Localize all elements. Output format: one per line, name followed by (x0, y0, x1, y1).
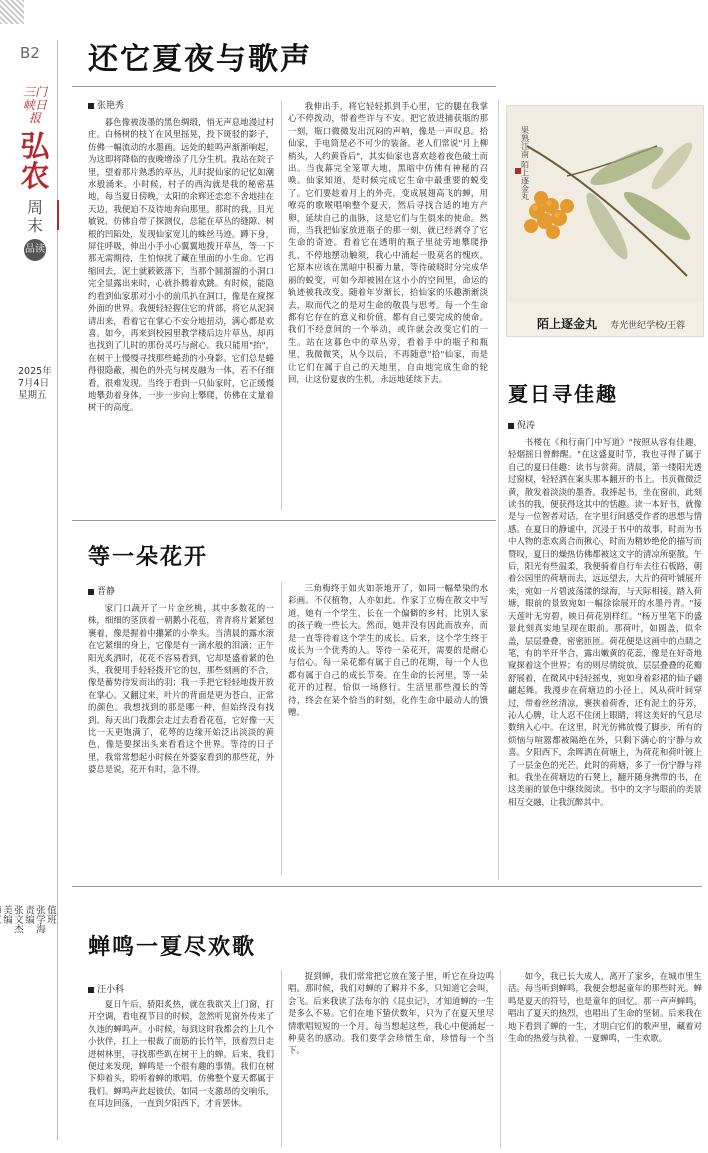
article3-byline (88, 584, 115, 597)
date-weekday: 星期五 (18, 390, 47, 401)
painting-caption (537, 313, 685, 332)
painting (506, 105, 704, 337)
article3-title: 等一朵花开 (88, 545, 209, 570)
column-divider (281, 100, 282, 510)
credit-name: 张文杰 (12, 905, 23, 934)
left-rail (0, 0, 58, 1153)
article1-byline (88, 98, 124, 111)
article2-title: 夏日寻佳趣 (508, 382, 618, 406)
article4-column-3 (508, 970, 702, 1148)
painting-title: 陌上逐金丸 (537, 317, 598, 331)
painting-inscription: 果熟江南 陌上逐金丸 (520, 126, 530, 201)
paragraph: 书楼在《和行南门中写道》"按照从容有佳趣，轻烟摇日曾醉醒。"在这盛夏时节，我也寻得了属于自己的夏日佳趣：读书与赏荷。清晨，第一缕阳光透过窗棂，轻轻洒在案头那本翻开的书上。书页微微泛黄，散发着淡淡的墨香。我捧起书，坐在窗前，此刻读书的我，便获得这其中的恬趣。读一本好书，就像是与一位智者对话，在字里行间感受作者的思想与情感。在夏日的静谧中，沉浸于书中的故事，时而为书中人物的悲欢离合而揪心，时而为精妙绝伦的描写而赞叹，夏日的燥热仿佛都被这文字的清凉所驱散。午后，阳光有些温柔，我便骑着自行车去往石板路，朝着公园里的荷塘而去，远远望去，大片的荷叶铺展开来，宛如一片碧波荡漾的绿海，与天际相接。踏入荷塘，眼前的景致宛如一幅徐徐展开的水墨丹青。"接天莲叶无穷碧，映日荷花别样红。"杨万里笔下的盛景此刻真实地呈现在眼前。那荷叶，如圆盖，似伞盖，层层叠叠，密密匝匝。荷花便是这画中的点睛之笔，有的半开半合，露出嫩黄的花蕊，像是在好奇地窥探着这个世界；有的则尽情绽放，层层叠叠的花瓣舒展着，在微风中轻轻摇曳，宛如身着彩裙的仙子翩翩起舞。我漫步在荷塘边的小径上，风从荷叶间穿过，带着丝丝清凉，裹挟着荷香，还有泥土的芬芳，沁人心脾，让人忍不住闭上眼睛，将这美好的气息尽数纳入心中。在这里，时光仿佛放慢了脚步，所有的烦恼与喧嚣都被隔绝在外，只剩下满心的宁静与欢喜。夕阳西下，余晖洒在荷塘上，为荷花和荷叶镀上了一层金色的光芒。此时的荷塘，多了一份宁静与祥和。我坐在荷塘边的石凳上，翻开随身携带的书，在这美丽的景色中继续阅读。书中的文字与眼前的美景相互交融，让我沉醉其中。 (508, 437, 702, 807)
paragraph: 家门口蔬开了一片金丝桃，其中多数花的一株，细细的茎顶着一朝鹅小花苞，青青将片紧紧包裹着，像是握着中攥紧的小拳头。当清晨的露水滚在它紧细的身上，它像是有一滴水般的泪滴；正午阳光炙洒时，花花不容易看到，它却是盛着紧的色头，我便用手轻轻拨开它的包，那些刻画的不合，像是蓄势待发而出的羽；我一手把它轻轻地拨开放在掌心。又翻过来，叶片的背面是更为苍白，正常的颜色。我想找到的那是哪一种，但始终没有找到。每天出门我都会走过去看看花苞，它好像一天比一天更饱满了，花萼的边缘开始泛出淡淡的黄色，像是要探出头来看看这个世界。等待的日子里，我常常想起小时候在外婆家看到的那些花，外婆总是说，花开有时，急不得。 (88, 603, 274, 775)
corner-ornament (0, 0, 24, 24)
date-year: 2025年 (18, 366, 52, 377)
article1-column-1 (88, 116, 274, 514)
article2-author: 倪涛 (517, 421, 536, 431)
paragraph: 我伸出手，将它轻轻抓到手心里，它的腿在我掌心不停拨动，带着些许与不安。把它放进捕获瓶的那一刻，瓶口微微发出沉闷的声响，像是一声叹息。拾仙家，手电筒是必不可少的装备。老人们常说"月上柳梢头，人约黄昏后"，其实仙家也喜欢趁着夜色破土而出。当夜幕完全笼罩大地，黑暗中仿佛有神秘的召唤。仙家知道，是时候完成它生命中最重要的蜕变了。它们要趁着月上的外壳，变成展翅高飞的蝉，用嘹亮的歌喉唱响整个夏天，然后寻找合适的地方产卵，延续自己的血脉，这是它们与生俱来的使命。然而，当我把仙家放进瓶子的那一刻，就已经剥夺了它生命的奇迹。看着它在透明的瓶子里徒劳地攀爬挣扎，不停地摆动触须，我心中涌起一股莫名的愧疚。它原本应该在黑暗中积蓄力量，等待破晓时分完成华丽的蜕变，可如今却被困在这小小的空间里，命运的轨迹被我改变。随着年岁渐长，拾仙家的乐趣渐渐淡去，取而代之的是对生命的敬畏与思考。每一个生命都有它存在的意义和价值，都有自己要完成的使命。我们不经意间的一个举动，或许就会改变它们的一生。站在这暮色中的草丛旁，看着手中的瓶子和瓶里，我微微笑，从今以后，不再随意"拾"仙家，而是让它们在属于自己的天地里，自由地完成生命的轮回，让这份夏夜的生机，永远地延续下去。 (288, 101, 488, 384)
article4-column-1 (88, 998, 274, 1148)
column-divider (498, 100, 499, 880)
article1-column-2 (288, 100, 488, 514)
painting-credit: 寿光世纪学校/王蓉 (610, 321, 686, 331)
article4-column-2 (288, 970, 494, 1148)
article3-author: 晋静 (97, 587, 116, 597)
mast-newspaper-name: 三门峡日报 (22, 85, 47, 125)
article2-column (508, 436, 702, 876)
credit-label: 责编 (23, 905, 34, 924)
article4-author: 汪小科 (97, 985, 125, 995)
article4-title: 蝉鸣一夏尽欢歌 (88, 935, 257, 960)
column-divider (500, 970, 501, 1148)
credit-label: 美编 (1, 905, 12, 924)
paragraph: 如今，我已长大成人，离开了家乡，在城市里生活。每当听到蝉鸣，我便会想起童年的那些时光。蝉鸣是夏天的符号，也是童年的回忆。那一声声蝉鸣，唱出了夏天的热烈，也唱出了生命的坚韧。后来我在地下看到了蝉的一生，才明白它们的歌声里，藏着对生命的热爱与执着。一夏蝉鸣，一生欢歌。 (508, 971, 702, 1044)
rail-accent (57, 200, 59, 230)
page-number: B2 (20, 44, 40, 62)
editor-credits (1, 905, 56, 934)
loquat-painting (507, 106, 703, 302)
column-divider (281, 582, 282, 876)
masthead (20, 86, 50, 261)
headline-rule (72, 86, 496, 87)
section-rule (72, 520, 496, 521)
paragraph: 夏日午后，骄阳炙热，就在我欲关上门窗，打开空调，看电视节目的时候，忽然听见窗外传来了久违的蝉鸣声。小时候，每到这时我都会约上几个小伙伴，扛上一根裁了面筋的长竹竿，顶着烈日走进树林里，寻找那些趴在树干上的蝉。后来，我们便过来发现，蝉鸣是一个很有趣的事情。我们在树下仰着头，聆听着蝉的歌唱，仿佛整个夏天都属于我们。蝉鸣声此起彼伏，如同一支激昂的交响乐，在耳边回荡，一直到夕阳西下，才肯罢休。 (88, 999, 274, 1109)
section-rule (72, 886, 702, 887)
mast-title: 弘农 (20, 129, 50, 193)
article2-byline (508, 418, 535, 431)
column-divider (281, 970, 282, 1148)
credit-label: 值班 (45, 905, 56, 924)
credit-name: 张学海 (34, 905, 45, 934)
paragraph: 捉到蝉，我们常常把它放在笼子里，听它在身边鸣唱。那时候，我们对蝉的了解并不多，只知道它会叫，会飞。后来我读了法布尔的《昆虫记》，才知道蝉的一生是多么不易。它们在地下蛰伏数年，只为了在夏天里尽情歌唱短短的一个月。每当想起这些，我心中便涌起一种莫名的感动。我们要学会珍惜生命，珍惜每一个当下。 (288, 971, 494, 1056)
paragraph: 三角梅终于如火如荼地开了，如同一幅晕染的水彩画。不仅植物，人亦如此。作家丁立梅在散文中写道，她有一个学生，长在一个偏僻的乡村，比别人家的孩子晚一些长大。然而，她并没有因此而放弃，而是一直等待着这个学生的成长。后来，这个学生终于成长为一个优秀的人。等待一朵花开，需要的是耐心与信心。每一朵花都有属于自己的花期，每一个人也都有属于自己的成长节奏。在生命的长河里，等一朵花开的过程，恰似一场修行。生活里那些漫长的等待，终会在某个恰当的时刻，化作生命中最动人的馈赠。 (288, 583, 488, 718)
article4-byline (88, 982, 124, 995)
paragraph: 暮色像被泼墨的黑色绸缎，悄无声息地漫过村庄。白杨树的枝丫在风里摇晃，投下斑驳的影子，仿佛一幅流动的水墨画。远处的蛙鸣声渐渐响起，为这即将降临的夜晚增添了几分生机。我站在院子里，望着那片熟悉的草丛，儿时捉仙家的记忆如潮水般涌来。小时候，村子的西沟就是我的秘密基地，每当夏日傍晚，太阳的余辉还恋恋不舍地挂在天边，我便迫不及待地奔向那里。那时的我，目光敏锐，仿佛自带了探测仪，总能在草丛的缝隙、树根的凹陷处，发现仙家宽儿的蛛丝马迹。蹲下身，屏住呼吸，伸出小手小心翼翼地拨开草丛，等一下那无需期待，生怕惊扰了藏在里面的小生命。它再缩回去，泥土就簌簌落下，当那个圆溜溜的小洞口完全显露出来时，心就扑腾着欢跳。有时候，能隐约看到仙家那对小小的前爪扒在洞口，像是在窥探外面的世界。我便轻轻握住它的背部，将它从泥洞请出来，看着它在掌心不安分地扭动，满心都是欢喜。如今，再来到校园里教学楼后边片草丛，却再也找到了儿时的那份灵巧与耐心。我只能用"抬"，在树干上慢慢寻找那些蜷劲的小身影。它们总是蜷得很隐蔽，褐色的外壳与树皮融为一体，若不仔细看，很难发现。当终于看到一只仙家时，它正缓慢地攀劲着身体，一步一步向上攀爬，仿佛在丈量着树干的高度。 (88, 117, 274, 413)
article3-column-2 (288, 582, 488, 876)
mast-weekly: 周末 (26, 198, 43, 235)
mast-badge: 品读 (24, 239, 46, 261)
article1-author: 张艳秀 (97, 101, 125, 111)
article1-title: 还它夏夜与歌声 (88, 42, 312, 77)
issue-date (18, 366, 52, 402)
date-day: 7月4日 (18, 378, 50, 389)
article3-column-1 (88, 602, 274, 876)
credit-name (0, 905, 1, 934)
